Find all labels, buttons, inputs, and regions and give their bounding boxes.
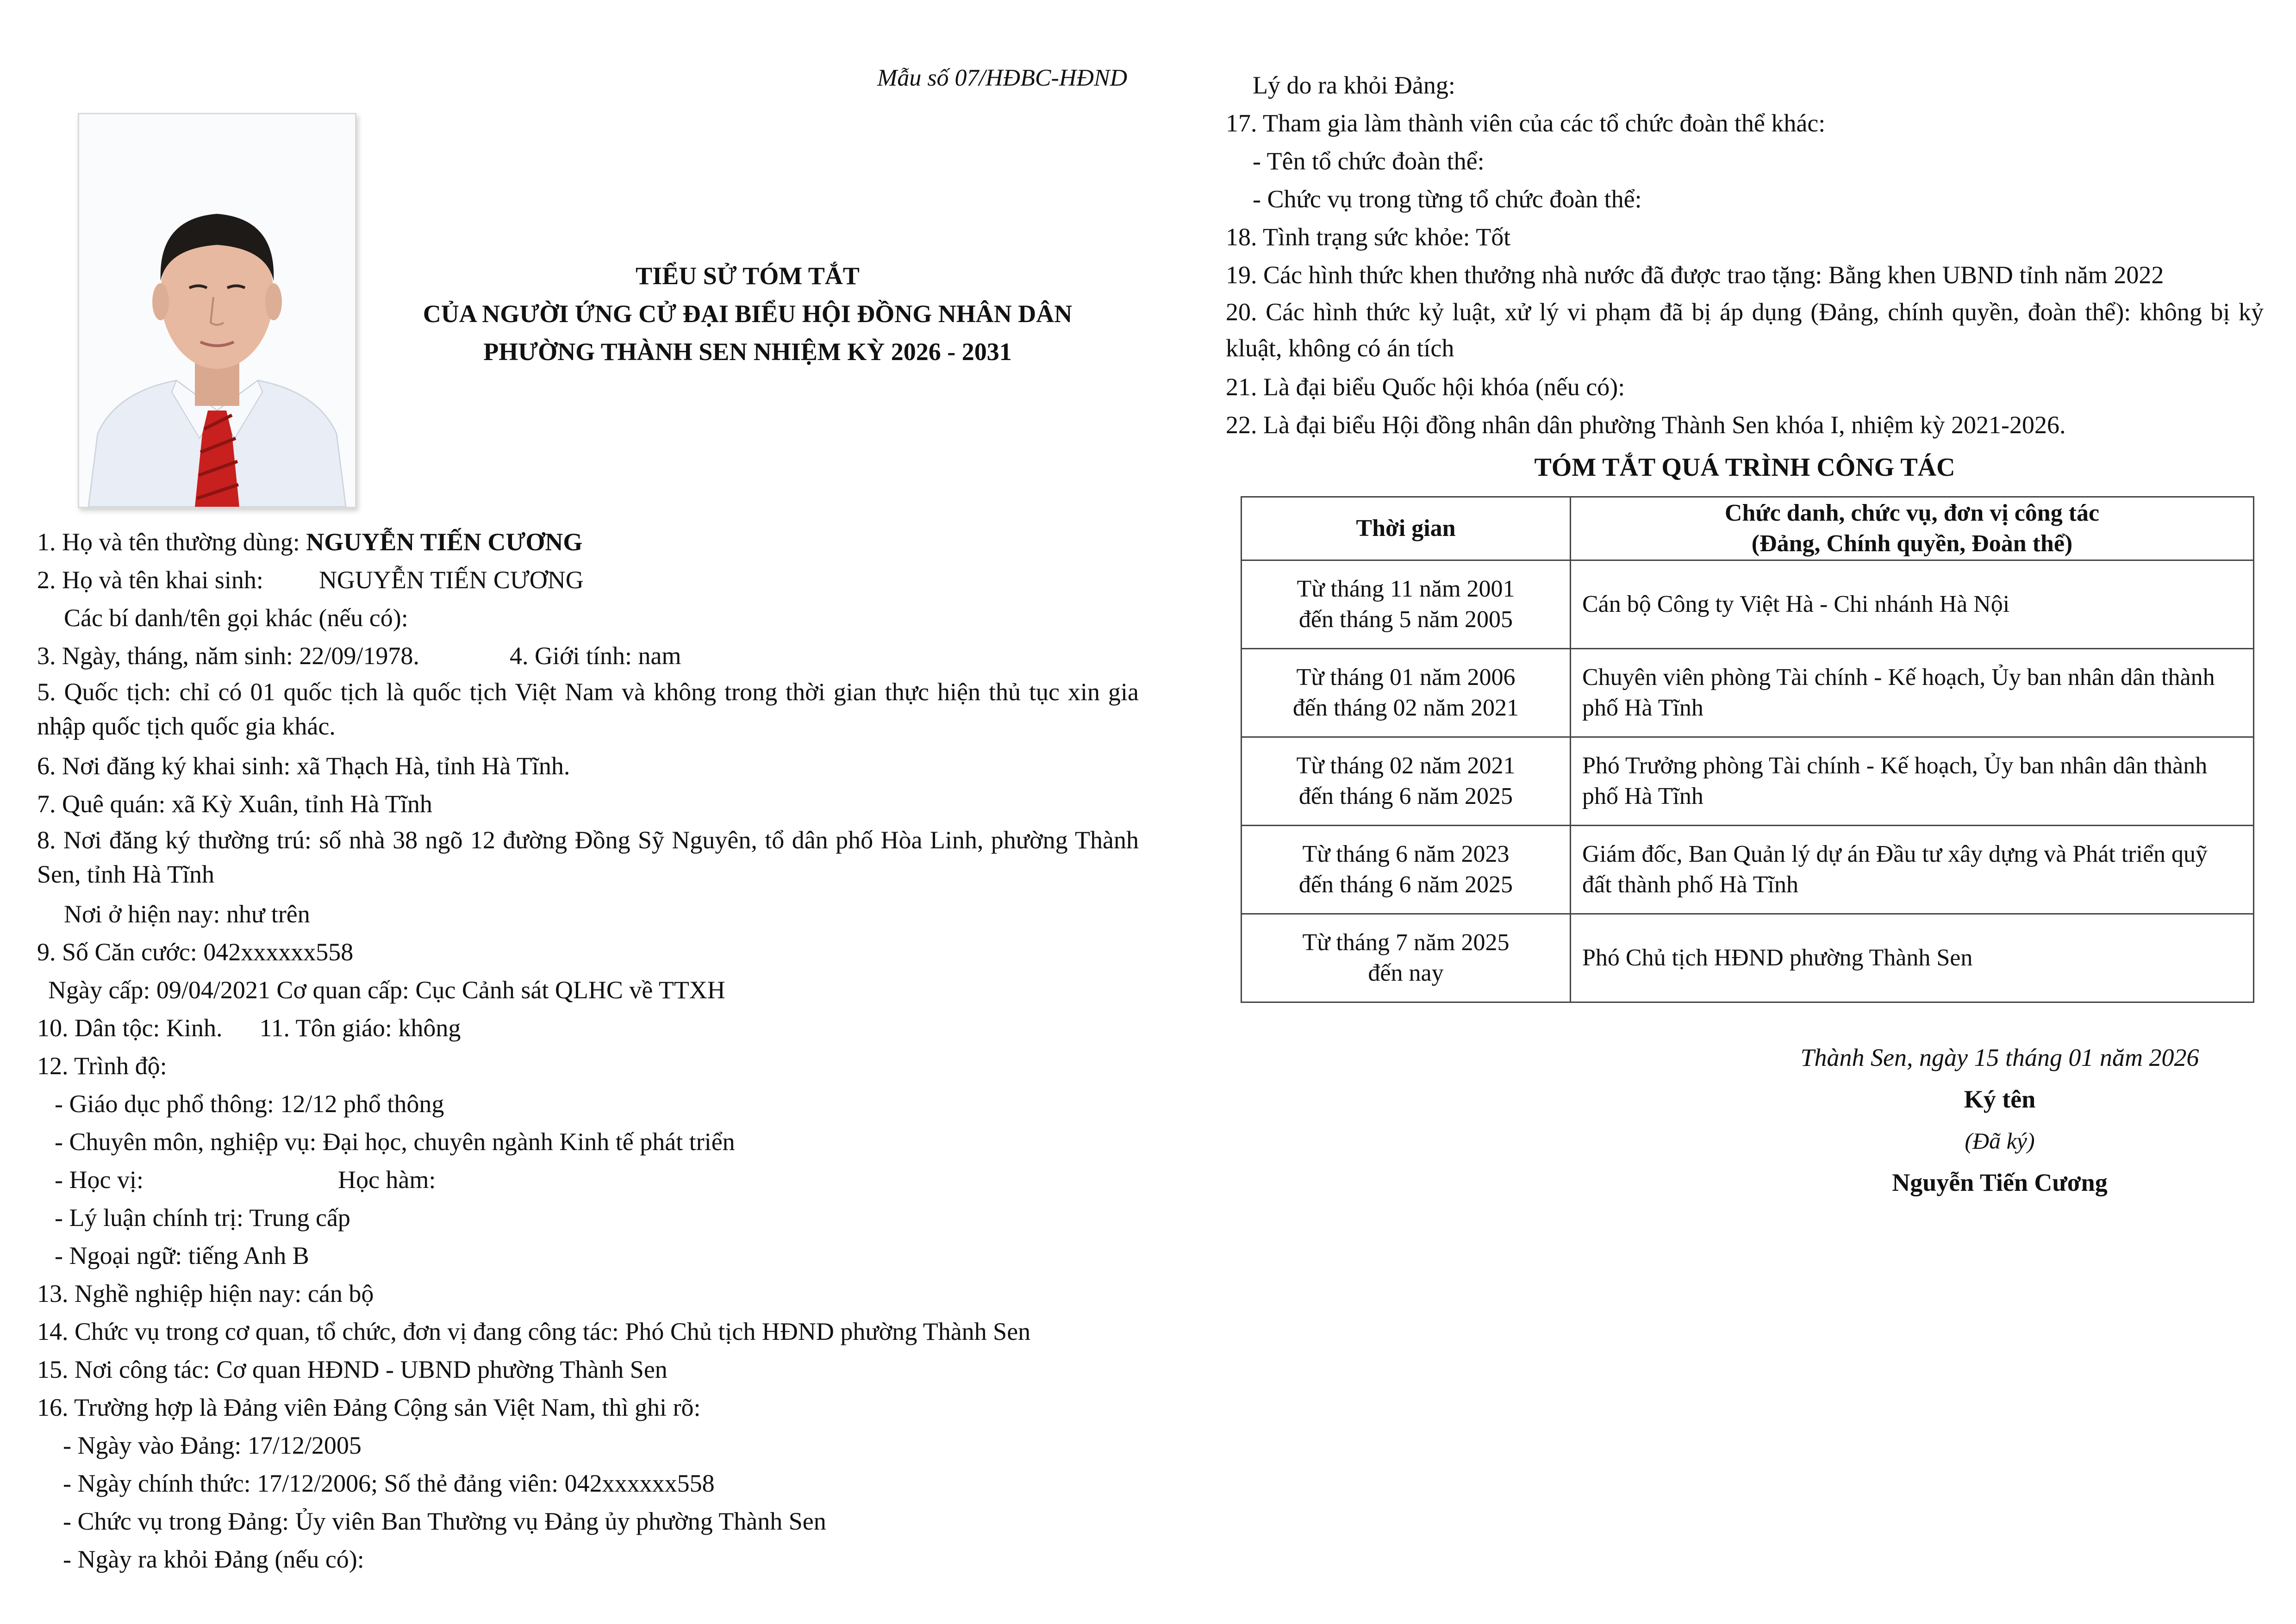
portrait-illustration: [79, 114, 355, 507]
title-line-3: PHƯỜNG THÀNH SEN NHIỆM KỲ 2026 - 2031: [483, 338, 1012, 366]
field-8-permanent-residence: 8. Nơi đăng ký thường trú: số nhà 38 ngõ 12 đường Đồng Sỹ Nguyên, tổ dân phố Hòa Linh, phường Thành Sen, tỉnh Hà Tĩnh: [37, 826, 1139, 888]
field-party-join: - Ngày vào Đảng: 17/12/2005: [63, 1431, 362, 1459]
table-header-row: [1242, 497, 2254, 560]
field-14-position: 14. Chức vụ trong cơ quan, tổ chức, đơn vị đang công tác: Phó Chủ tịch HĐND phường Thành Sen: [37, 1318, 1031, 1345]
row-time-from: Từ tháng 7 năm 2025: [1302, 929, 1510, 956]
portrait-photo: [78, 113, 356, 508]
signature-block: [1750, 1037, 2250, 1203]
row-time-from: Từ tháng 6 năm 2023: [1302, 841, 1510, 867]
signer-name: Nguyễn Tiến Cương: [1892, 1169, 2108, 1196]
row-time: [1242, 914, 1571, 1002]
table-row: [1242, 914, 2254, 1002]
field-2-value: NGUYỄN TIẾN CƯƠNG: [318, 566, 584, 594]
table-row: [1242, 560, 2254, 649]
row-role: Giám đốc, Ban Quản lý dự án Đầu tư xây dựng và Phát triển quỹ đất thành phố Hà Tĩnh: [1571, 826, 2254, 914]
field-16-party-member: 16. Trường hợp là Đảng viên Đảng Cộng sản Việt Nam, thì ghi rõ:: [37, 1394, 701, 1421]
work-history-title: TÓM TẮT QUÁ TRÌNH CÔNG TÁC: [1534, 453, 1955, 482]
row-time: [1242, 560, 1571, 649]
field-6-birth-registration: 6. Nơi đăng ký khai sinh: xã Thạch Hà, tỉnh Hà Tĩnh.: [37, 752, 570, 780]
document-title: [361, 257, 1134, 371]
field-10-ethnicity: 10. Dân tộc: Kinh.: [37, 1014, 223, 1042]
table-row: [1242, 737, 2254, 826]
field-politics: - Lý luận chính trị: Trung cấp: [55, 1204, 350, 1232]
row-role: Phó Chủ tịch HĐND phường Thành Sen: [1571, 914, 2254, 1002]
header-time: Thời gian: [1242, 497, 1571, 560]
header-role: [1571, 497, 2254, 560]
field-4-gender: 4. Giới tính: nam: [509, 642, 681, 670]
row-time: [1242, 649, 1571, 737]
table-row: [1242, 826, 2254, 914]
field-19-awards: 19. Các hình thức khen thưởng nhà nước đã được trao tặng: Bằng khen UBND tỉnh năm 2022: [1226, 261, 2164, 289]
field-org-name: - Tên tổ chức đoàn thể:: [1253, 147, 1485, 175]
row-time: [1242, 737, 1571, 826]
field-degree: - Học vị:: [55, 1166, 144, 1194]
field-academic-rank: Học hàm:: [337, 1166, 436, 1194]
field-3-4-birth-gender: [37, 637, 1139, 675]
title-line-2: CỦA NGƯỜI ỨNG CỬ ĐẠI BIỂU HỘI ĐỒNG NHÂN DÂN: [423, 300, 1073, 328]
row-time-to: đến nay: [1368, 960, 1444, 986]
field-current-residence: Nơi ở hiện nay: như trên: [64, 900, 310, 928]
header-role-line-2: (Đảng, Chính quyền, Đoàn thể): [1751, 530, 2073, 557]
field-party-position: - Chức vụ trong Đảng: Ủy viên Ban Thường vụ Đảng ủy phường Thành Sen: [63, 1507, 826, 1535]
signature-place-date: Thành Sen, ngày 15 tháng 01 năm 2026: [1800, 1044, 2199, 1071]
row-role: Cán bộ Công ty Việt Hà - Chi nhánh Hà Nội: [1571, 560, 2254, 649]
field-1-label: 1. Họ và tên thường dùng:: [37, 528, 306, 556]
field-1-value: NGUYỄN TIẾN CƯƠNG: [306, 528, 583, 556]
table-row: [1242, 649, 2254, 737]
field-edu-general: - Giáo dục phổ thông: 12/12 phổ thông: [55, 1090, 444, 1118]
field-12-qualification: 12. Trình độ:: [37, 1052, 167, 1080]
field-11-religion: 11. Tôn giáo: không: [259, 1014, 461, 1042]
field-9-id-number: 9. Số Căn cước: 042xxxxxx558: [37, 938, 354, 966]
field-2-label: 2. Họ và tên khai sinh:: [37, 566, 263, 594]
row-time-to: đến tháng 6 năm 2025: [1298, 783, 1513, 809]
field-1-common-name: [37, 523, 1139, 561]
row-time-from: Từ tháng 01 năm 2006: [1296, 664, 1516, 691]
personal-info-section: [37, 523, 1139, 1578]
form-code: Mẫu số 07/HĐBC-HĐND: [877, 65, 1128, 91]
field-20-discipline: 20. Các hình thức kỷ luật, xử lý vi phạm đã bị áp dụng (Đảng, chính quyền, đoàn thể): không bị kỷ kluật, không có án tích: [1226, 298, 2264, 362]
row-role: Chuyên viên phòng Tài chính - Kế hoạch, Ủy ban nhân dân thành phố Hà Tĩnh: [1571, 649, 2254, 737]
field-10-11-ethnicity-religion: [37, 1009, 1139, 1047]
field-21-national-assembly: 21. Là đại biểu Quốc hội khóa (nếu có):: [1226, 373, 1625, 401]
field-22-council-member: 22. Là đại biểu Hội đồng nhân dân phường Thành Sen khóa I, nhiệm kỳ 2021-2026.: [1226, 411, 2066, 439]
field-org-position: - Chức vụ trong từng tổ chức đoàn thể:: [1253, 185, 1642, 213]
field-alias: Các bí danh/tên gọi khác (nếu có):: [64, 604, 408, 632]
field-15-workplace: 15. Nơi công tác: Cơ quan HĐND - UBND phường Thành Sen: [37, 1356, 668, 1383]
row-time-to: đến tháng 6 năm 2025: [1298, 871, 1513, 898]
header-role-line-1: Chức danh, chức vụ, đơn vị công tác: [1724, 500, 2100, 526]
field-id-issue: Ngày cấp: 09/04/2021 Cơ quan cấp: Cục Cảnh sát QLHC về TTXH: [48, 976, 725, 1004]
field-party-leave: - Ngày ra khỏi Đảng (nếu có):: [63, 1545, 364, 1573]
row-time-to: đến tháng 5 năm 2005: [1298, 606, 1513, 633]
field-7-hometown: 7. Quê quán: xã Kỳ Xuân, tỉnh Hà Tĩnh: [37, 790, 432, 818]
field-language: - Ngoại ngữ: tiếng Anh B: [55, 1242, 309, 1269]
row-time: [1242, 826, 1571, 914]
additional-info-section: [1226, 66, 2264, 444]
field-leave-reason: Lý do ra khỏi Đảng:: [1253, 71, 1455, 99]
field-17-organizations: 17. Tham gia làm thành viên của các tổ chức đoàn thể khác:: [1226, 109, 1826, 137]
field-18-health: 18. Tình trạng sức khỏe: Tốt: [1226, 223, 1511, 251]
row-time-from: Từ tháng 02 năm 2021: [1296, 753, 1516, 779]
row-time-from: Từ tháng 11 năm 2001: [1297, 576, 1515, 602]
field-degree-rank: [37, 1161, 1139, 1199]
title-line-1: TIỂU SỬ TÓM TẮT: [636, 262, 860, 290]
signature-status: (Đã ký): [1965, 1128, 2035, 1154]
field-party-official: - Ngày chính thức: 17/12/2006; Số thẻ đảng viên: 042xxxxxx558: [63, 1469, 715, 1497]
field-5-nationality: 5. Quốc tịch: chỉ có 01 quốc tịch là quốc tịch Việt Nam và không trong thời gian thực hiện thủ tục xin gia nhập quốc tịch quốc gia khác.: [37, 678, 1139, 740]
field-2-birth-name: [37, 561, 1139, 599]
signature-label: Ký tên: [1964, 1085, 2036, 1113]
field-edu-major: - Chuyên môn, nghiệp vụ: Đại học, chuyên ngành Kinh tế phát triển: [55, 1128, 735, 1156]
field-3-birthdate: 3. Ngày, tháng, năm sinh: 22/09/1978.: [37, 642, 419, 670]
row-role: Phó Trưởng phòng Tài chính - Kế hoạch, Ủy ban nhân dân thành phố Hà Tĩnh: [1571, 737, 2254, 826]
row-time-to: đến tháng 02 năm 2021: [1292, 695, 1519, 721]
field-13-occupation: 13. Nghề nghiệp hiện nay: cán bộ: [37, 1280, 374, 1307]
work-history-table: [1241, 496, 2254, 1003]
